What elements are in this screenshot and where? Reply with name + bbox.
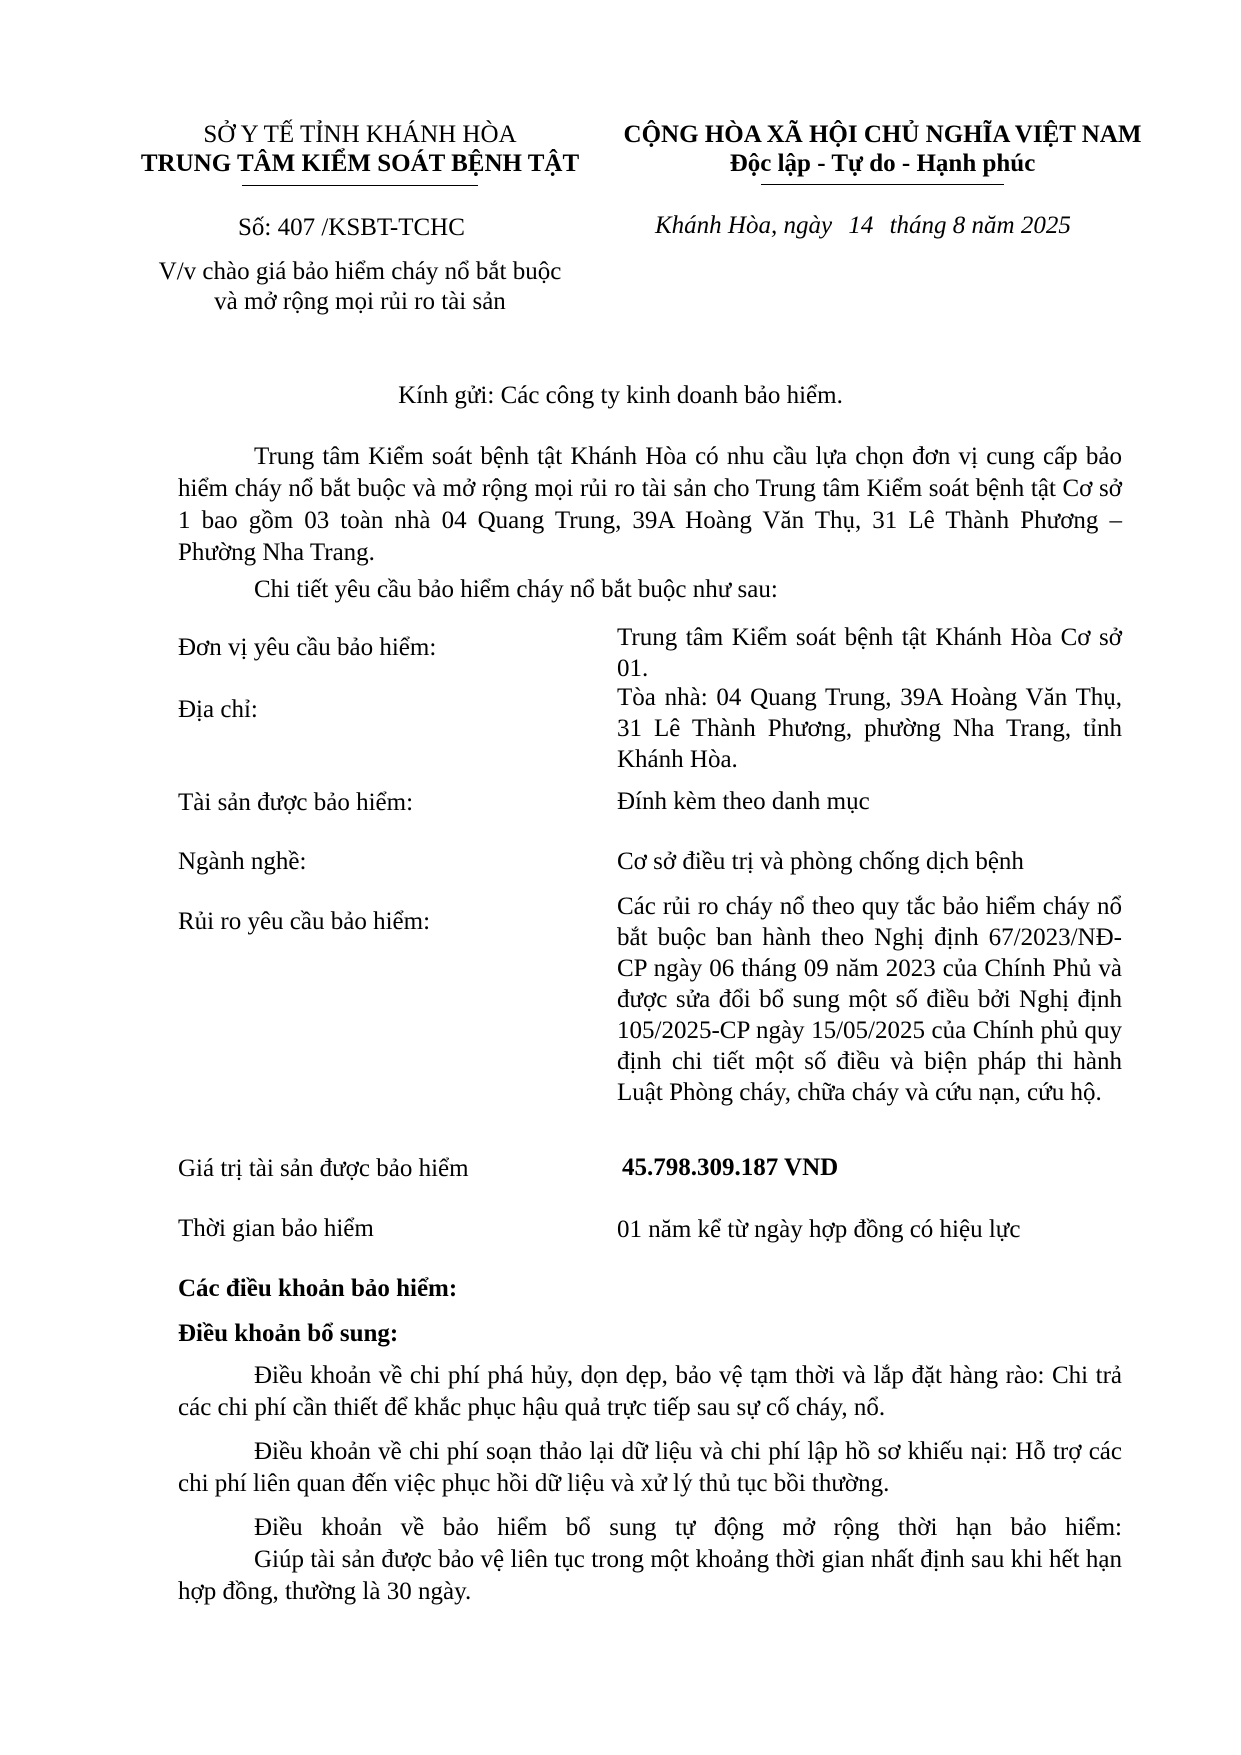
detail-label-insured-value: Giá trị tài sản được bảo hiểm	[178, 1155, 469, 1182]
detail-label-address: Địa chỉ:	[178, 696, 258, 723]
detail-value-assets: Đính kèm theo danh mục	[617, 788, 870, 815]
detail-label-assets: Tài sản được bảo hiểm:	[178, 789, 414, 816]
greeting: Kính gửi: Các công ty kinh doanh bảo hiểm.	[398, 382, 843, 409]
date-day: 14	[848, 212, 874, 239]
agency-name: TRUNG TÂM KIỂM SOÁT BỆNH TẬT	[140, 150, 580, 177]
document-number: Số: 407 /KSBT-TCHC	[238, 214, 465, 241]
detail-value-risks: Các rủi ro cháy nổ theo quy tắc bảo hiểm cháy nổ bắt buộc ban hành theo Nghị định 67/2023/NĐ-CP ngày 06 tháng 09 năm 2023 của Chính Phủ và được sửa đổi bổ sung một số điều bởi Nghị định 105/2025-CP ngày 15/05/2025 của Chính phủ quy định chi tiết một số điều và biện pháp thi hành Luật Phòng cháy, chữa cháy và cứu nạn, cứu hộ.	[617, 893, 1122, 1106]
detail-value-insured-value: 45.798.309.187 VND	[622, 1154, 839, 1181]
clause-extension-body: Giúp tài sản được bảo vệ liên tục trong một khoảng thời gian nhất định sau khi hết hạn hợp đồng, thường là 30 ngày.	[178, 1546, 1122, 1605]
detail-label-unit: Đơn vị yêu cầu bảo hiểm:	[178, 634, 437, 661]
details-intro: Chi tiết yêu cầu bảo hiểm cháy nổ bắt buộc như sau:	[254, 576, 778, 603]
detail-value-unit: Trung tâm Kiểm soát bệnh tật Khánh Hòa Cơ sở 01.	[617, 624, 1122, 682]
subject-line-2: và mở rộng mọi rủi ro tài sản	[214, 288, 506, 315]
national-title: CỘNG HÒA XÃ HỘI CHỦ NGHĨA VIỆT NAM	[623, 121, 1142, 148]
intro-paragraph: Trung tâm Kiểm soát bệnh tật Khánh Hòa có nhu cầu lựa chọn đơn vị cung cấp bảo hiểm cháy nổ bắt buộc và mở rộng mọi rủi ro tài sản cho Trung tâm Kiểm soát bệnh tật Cơ sở 1 bao gồm 03 toàn nhà 04 Quang Trung, 39A Hoàng Văn Thụ, 31 Lê Thành Phương – Phường Nha Trang.	[178, 443, 1122, 566]
detail-label-risks: Rủi ro yêu cầu bảo hiểm:	[178, 908, 431, 935]
detail-value-address: Tòa nhà: 04 Quang Trung, 39A Hoàng Văn Thụ, 31 Lê Thành Phương, phường Nha Trang, tỉnh Khánh Hòa.	[617, 684, 1122, 773]
detail-value-period: 01 năm kể từ ngày hợp đồng có hiệu lực	[617, 1216, 1021, 1243]
detail-value-industry: Cơ sở điều trị và phòng chống dịch bệnh	[617, 848, 1024, 875]
date-suffix: tháng 8 năm 2025	[889, 212, 1071, 239]
supplement-heading: Điều khoản bổ sung:	[178, 1320, 399, 1347]
agency-underline	[242, 185, 478, 186]
clause-data-recovery: Điều khoản về chi phí soạn thảo lại dữ liệu và chi phí lập hồ sơ khiếu nại: Hỗ trợ các chi phí liên quan đến việc phục hồi dữ liệu và xử lý thủ tục bồi thường.	[178, 1438, 1122, 1497]
issue-date	[655, 212, 1071, 240]
motto-underline	[761, 184, 1004, 185]
detail-label-industry: Ngành nghề:	[178, 848, 307, 875]
subject-line-1: V/v chào giá bảo hiểm cháy nổ bắt buộc	[158, 258, 562, 285]
clause-demolition: Điều khoản về chi phí phá hủy, dọn dẹp, bảo vệ tạm thời và lắp đặt hàng rào: Chi trả các chi phí cần thiết để khắc phục hậu quả trực tiếp sau sự cố cháy, nổ.	[178, 1362, 1122, 1421]
date-prefix: Khánh Hòa, ngày	[655, 212, 833, 239]
detail-label-period: Thời gian bảo hiểm	[178, 1215, 374, 1242]
national-motto: Độc lập - Tự do - Hạnh phúc	[729, 150, 1036, 177]
clause-extension-title: Điều khoản về bảo hiểm bổ sung tự động mở rộng thời hạn bảo hiểm:	[254, 1514, 1122, 1541]
agency-parent: SỞ Y TẾ TỈNH KHÁNH HÒA	[203, 121, 517, 148]
terms-heading: Các điều khoản bảo hiểm:	[178, 1275, 458, 1302]
